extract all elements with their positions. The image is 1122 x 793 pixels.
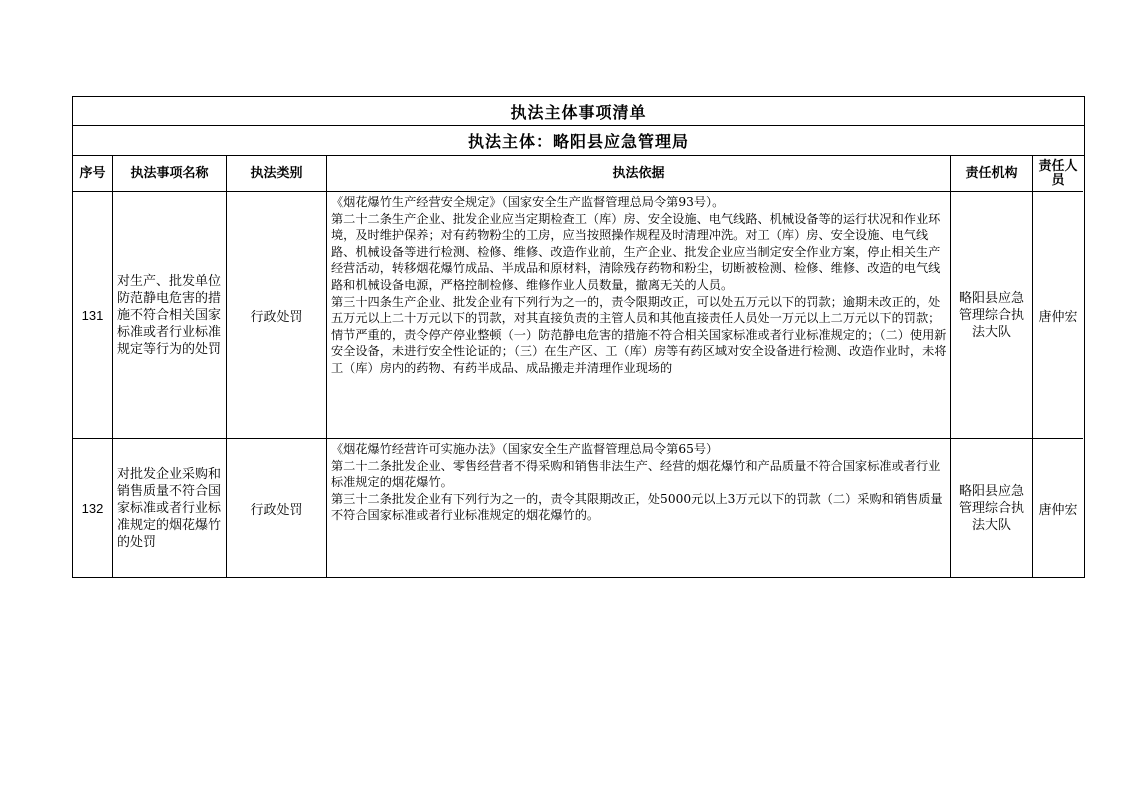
table-row bbox=[73, 439, 1084, 577]
responsible-person: 唐仲宏 bbox=[1033, 192, 1083, 439]
enforcement-list-table bbox=[72, 96, 1085, 578]
header-category: 执法类别 bbox=[227, 156, 327, 192]
basis-paragraph: 《烟花爆竹生产经营安全规定》（国家安全生产监督管理总局令第93号）。 bbox=[331, 195, 725, 209]
basis-paragraph: 第三十四条生产企业、批发企业有下列行为之一的，责令限期改正，可以处五万元以下的罚款；逾期未改正的，处五万元以上二十万元以下的罚款，对其直接负责的主管人员和其他直接责任人员处一万元以上二万元以下的罚款；情节严重的，责令停产停业整顿（一）防范静电危害的措施不符合相关国家标准或者行业标准规定的；（二）使用新安全设备，未进行安全性论证的；（三）在生产区、工（库）房等有药区域对安全设备进行检测、改造作业时，未将工（库）房内的药物、有药半成品、成品搬走并清理作业现场的 bbox=[331, 294, 947, 375]
enforcement-basis bbox=[327, 439, 951, 577]
basis-paragraph: 《烟花爆竹经营许可实施办法》（国家安全生产监督管理总局令第65号） bbox=[331, 442, 719, 456]
header-org: 责任机构 bbox=[951, 156, 1033, 192]
row-number: 131 bbox=[73, 192, 113, 439]
table-title: 执法主体事项清单 bbox=[73, 97, 1084, 126]
basis-paragraph: 第三十二条批发企业有下列行为之一的，责令其限期改正，处5000元以上3万元以下的罚款（二）采购和销售质量不符合国家标准或者行业标准规定的烟花爆竹的。 bbox=[331, 491, 943, 523]
basis-paragraph: 第二十二条生产企业、批发企业应当定期检查工（库）房、安全设施、电气线路、机械设备等的运行状况和作业环境，及时维护保养；对有药物粉尘的工房，应当按照操作规程及时清理冲洗。对工（库）房、安全设施、电气线路、机械设备等进行检测、检修、维修、改造作业前，生产企业、批发企业应当制定安全作业方案，停止相关生产经营活动，转移烟花爆竹成品、半成品和原材料，清除残存药物和粉尘，切断被检测、检修、维修、改造的电气线路和机械设备电源，严格控制检修、维修作业人员数量，撤离无关的人员。 bbox=[331, 211, 941, 292]
responsible-person: 唐仲宏 bbox=[1038, 502, 1078, 518]
header-item-name: 执法事项名称 bbox=[113, 156, 227, 192]
item-name: 对生产、批发单位防范静电危害的措施不符合相关国家标准或者行业标准规定等行为的处罚 bbox=[113, 192, 227, 439]
item-name: 对批发企业采购和销售质量不符合国家标准或者行业标准规定的烟花爆竹的处罚 bbox=[113, 439, 227, 577]
enforcement-basis bbox=[327, 192, 951, 439]
header-no: 序号 bbox=[73, 156, 113, 192]
basis-paragraph: 第二十二条批发企业、零售经营者不得采购和销售非法生产、经营的烟花爆竹和产品质量不符合国家标准或者行业标准规定的烟花爆竹。 bbox=[331, 458, 941, 490]
row-number: 132 bbox=[73, 439, 113, 577]
header-person: 责任人员 bbox=[1033, 156, 1083, 192]
header-row bbox=[73, 156, 1084, 192]
responsible-org: 略阳县应急管理综合执法大队 bbox=[951, 439, 1033, 577]
table-row bbox=[73, 192, 1084, 439]
enforcement-category: 行政处罚 bbox=[227, 439, 327, 577]
header-basis: 执法依据 bbox=[327, 156, 951, 192]
table-subtitle: 执法主体：略阳县应急管理局 bbox=[73, 126, 1084, 156]
responsible-org: 略阳县应急管理综合执法大队 bbox=[951, 192, 1033, 439]
enforcement-category: 行政处罚 bbox=[227, 192, 327, 439]
